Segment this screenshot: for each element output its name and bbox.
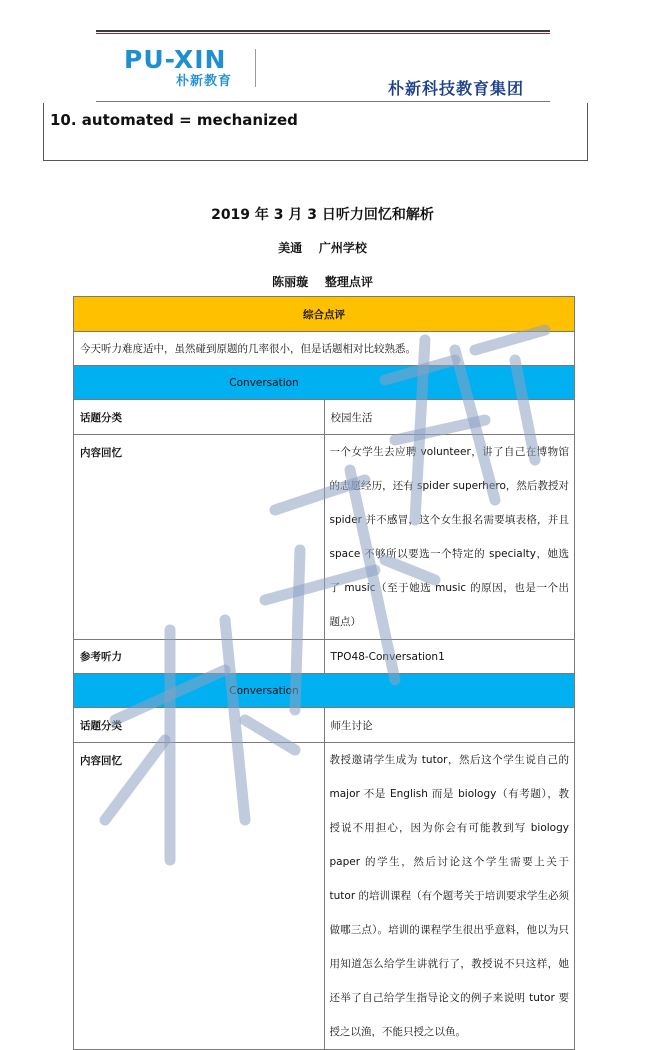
section-1-ref-label: 参考听力 — [74, 640, 325, 674]
section-2-header-row — [74, 674, 575, 708]
section-1-topic: 校园生活 — [324, 400, 575, 435]
section-1-ref: TPO48-Conversation1 — [324, 640, 575, 674]
section-1-heading: Conversation — [229, 376, 299, 389]
puxin-logo — [124, 46, 264, 92]
overview-text: 今天听力难度适中，虽然碰到原题的几率很小，但是话题相对比较熟悉。 — [74, 332, 575, 366]
header-rule-red — [96, 33, 550, 34]
section-1-topic-label: 话题分类 — [74, 400, 325, 435]
section-2-topic: 师生讨论 — [324, 708, 575, 743]
listening-review-table — [73, 296, 575, 1050]
overview-header-row — [74, 297, 575, 332]
header-underline — [96, 101, 550, 102]
logo-chinese: 朴新教育 — [176, 74, 233, 89]
section-1-header-row — [74, 366, 575, 400]
section-1-content-row — [74, 435, 575, 640]
company-name: 朴新科技教育集团 — [388, 79, 525, 98]
logo-divider — [255, 49, 256, 87]
previous-item-text: 10. automated = mechanized — [50, 111, 298, 129]
document-title: 2019 年 3 月 3 日听力回忆和解析 — [211, 207, 434, 223]
section-1-ref-row — [74, 640, 575, 674]
section-2-topic-row — [74, 708, 575, 743]
author-line: 陈丽璇 整理点评 — [272, 275, 373, 289]
overview-heading: 综合点评 — [74, 297, 575, 332]
section-2-content: 教授邀请学生成为 tutor，然后这个学生说自己的 major 不是 English 而是 biology（有考题），教授说不用担心，因为你会有可能教到写 biology paper 的学生，然后讨论这个学生需要上关于 tutor 的培训课程（有个题考关于培训要求学生必须做哪三点）。培训的课程学生很出乎意料，他以为只用知道怎么给学生讲就行了，教授说不只这样，她还举了自己给学生指导论文的例子来说明 tutor 要授之以渔，不能只授之以鱼。 — [324, 743, 575, 1050]
section-2-topic-label: 话题分类 — [74, 708, 325, 743]
section-2-heading: Conversation — [229, 684, 299, 697]
overview-row — [74, 332, 575, 366]
header-rule-dark — [96, 30, 550, 32]
school-line: 美通 广州学校 — [278, 241, 367, 255]
section-1-content: 一个女学生去应聘 volunteer，讲了自己在博物馆的志愿经历，还有 spider superhero，然后教授对 spider 并不感冒，这个女生报名需要填表格，并且 space 不够所以要选一个特定的 specialty，她选了 music（至于她选 music 的原因，也是一个出题点） — [324, 435, 575, 640]
section-2-content-row — [74, 743, 575, 1050]
logo-english: PU-XIN — [124, 45, 227, 74]
section-2-content-label: 内容回忆 — [74, 743, 325, 1050]
section-1-topic-row — [74, 400, 575, 435]
section-1-content-label: 内容回忆 — [74, 435, 325, 640]
